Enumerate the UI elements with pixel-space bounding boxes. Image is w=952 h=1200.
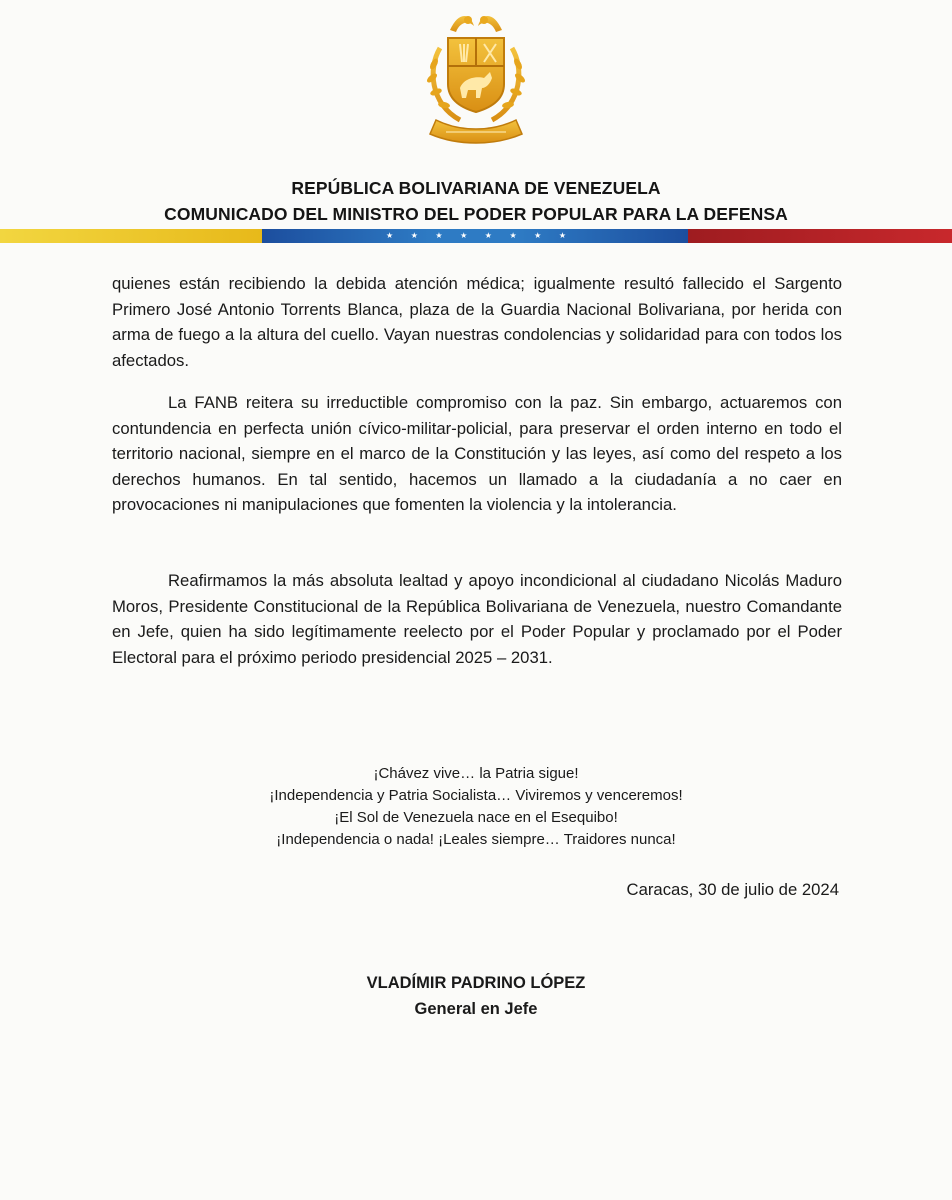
coat-of-arms-emblem [410, 8, 542, 148]
star-icon: ★ [509, 231, 517, 240]
flag-band [0, 229, 952, 243]
header-subtitle: COMUNICADO DEL MINISTRO DEL PODER POPULAR PARA LA DEFENSA [164, 204, 788, 224]
star-icon: ★ [435, 231, 443, 240]
star-icon: ★ [558, 231, 566, 240]
star-icon: ★ [534, 231, 542, 240]
slogan-line: ¡Independencia y Patria Socialista… Viviremos y venceremos! [269, 787, 683, 804]
signatory-name: VLADÍMIR PADRINO LÓPEZ [366, 974, 586, 992]
body-paragraph-1: quienes están recibiendo la debida atención médica; igualmente resultó fallecido el Sargento Primero José Antonio Torrents Blanca, plaza de la Guardia Nacional Bolivariana, por herida con arma de fuego a la altura del cuello. Vayan nuestras condolencias y solidaridad para con todos los afectados. [112, 274, 842, 370]
flag-stars [386, 230, 566, 242]
signatory-rank: General en Jefe [414, 1000, 538, 1018]
star-icon: ★ [410, 231, 418, 240]
star-icon: ★ [484, 231, 492, 240]
flag-band-yellow [0, 229, 262, 243]
flag-band-red [688, 229, 952, 243]
star-icon: ★ [386, 231, 394, 240]
body-paragraph-3: Reafirmamos la más absoluta lealtad y apoyo incondicional al ciudadano Nicolás Maduro Moros, Presidente Constitucional de la República Bolivariana de Venezuela, nuestro Comandante en Jefe, quien ha sido legítimamente reelecto por el Poder Popular y proclamado por el Poder Electoral para el próximo periodo presidencial 2025 – 2031. [112, 571, 842, 667]
slogan-line: ¡Chávez vive… la Patria sigue! [373, 765, 579, 782]
coat-of-arms-icon [410, 8, 542, 148]
body-paragraph-2: La FANB reitera su irreductible compromiso con la paz. Sin embargo, actuaremos con contundencia en perfecta unión cívico-militar-policial, para preservar el orden interno en todo el territorio nacional, siempre en el marco de la Constitución y las leyes, así como del respeto a los derechos humanos. En tal sentido, hacemos un llamado a la ciudadanía a no caer en provocaciones ni manipulaciones que fomenten la violencia y la intolerancia. [112, 393, 842, 515]
slogans-block [0, 763, 952, 851]
star-icon: ★ [460, 231, 468, 240]
slogan-line: ¡Independencia o nada! ¡Leales siempre… Traidores nunca! [276, 831, 676, 848]
document-date: Caracas, 30 de julio de 2024 [626, 880, 839, 899]
slogan-line: ¡El Sol de Venezuela nace en el Esequibo! [334, 809, 618, 826]
header-title: REPÚBLICA BOLIVARIANA DE VENEZUELA [291, 178, 661, 198]
